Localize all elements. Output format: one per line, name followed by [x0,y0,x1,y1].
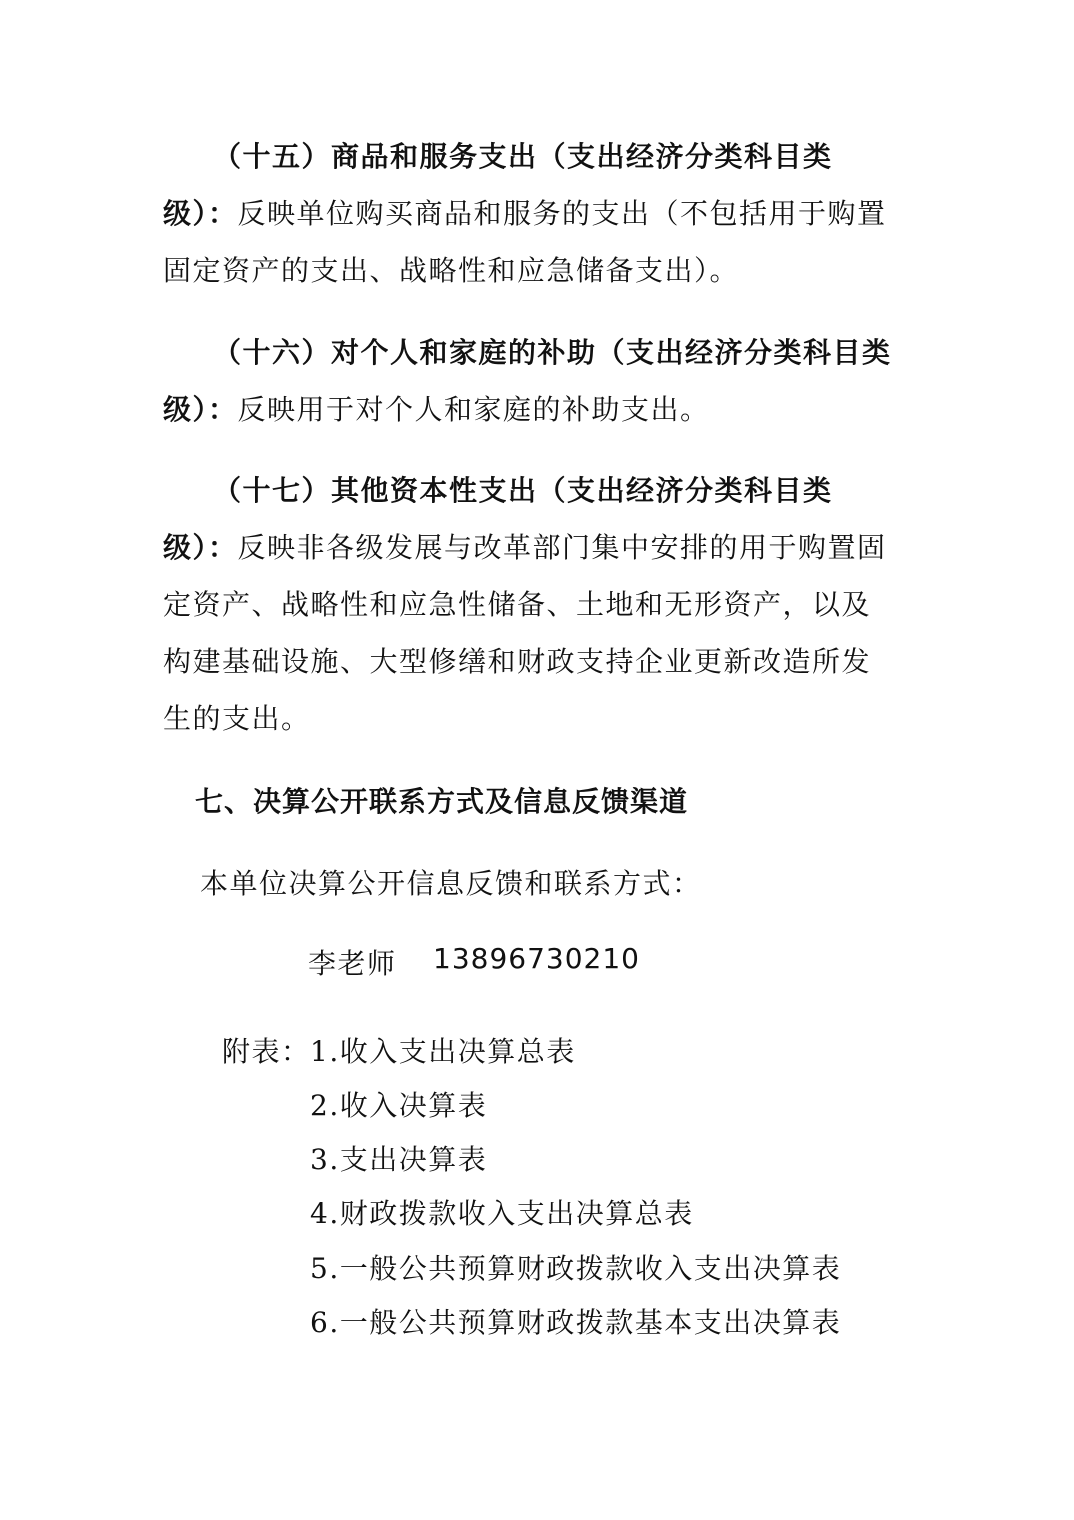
attachment-item: 1.收入支出决算总表 [310,1035,576,1068]
paragraph-heading: （十五）商品和服务支出（支出经济分类科目类级）： [163,140,833,230]
attachment-item: 3.支出决算表 [310,1143,488,1176]
paragraph-other-capital [163,462,893,747]
contact-intro: 本单位决算公开信息反馈和联系方式： [200,867,702,900]
attachment-item: 6.一般公共预算财政拨款基本支出决算表 [310,1306,842,1339]
attachment-item: 5.一般公共预算财政拨款收入支出决算表 [310,1252,842,1285]
paragraph-goods-services [163,128,893,299]
paragraph-heading: （十七）其他资本性支出（支出经济分类科目类级）： [163,474,833,564]
paragraph-household-subsidy [163,324,893,438]
attachment-item: 2.收入决算表 [310,1089,488,1122]
paragraph-body: 反映单位购买商品和服务的支出（不包括用于购置固定资产的支出、战略性和应急储备支出）。 [163,197,887,287]
paragraph-heading: （十六）对个人和家庭的补助（支出经济分类科目类级）： [163,336,892,426]
section-title: 七、决算公开联系方式及信息反馈渠道 [195,785,689,818]
paragraph-body: 反映用于对个人和家庭的补助支出。 [237,393,710,426]
contact-name: 李老师 [308,947,397,980]
attachments-label: 附表： [222,1035,311,1068]
paragraph-body: 反映非各级发展与改革部门集中安排的用于购置固定资产、战略性和应急性储备、土地和无形资产，以及构建基础设施、大型修缮和财政支持企业更新改造所发生的支出。 [163,531,887,735]
contact-phone: 13896730210 [433,942,640,975]
attachment-item: 4.财政拨款收入支出决算总表 [310,1197,694,1230]
